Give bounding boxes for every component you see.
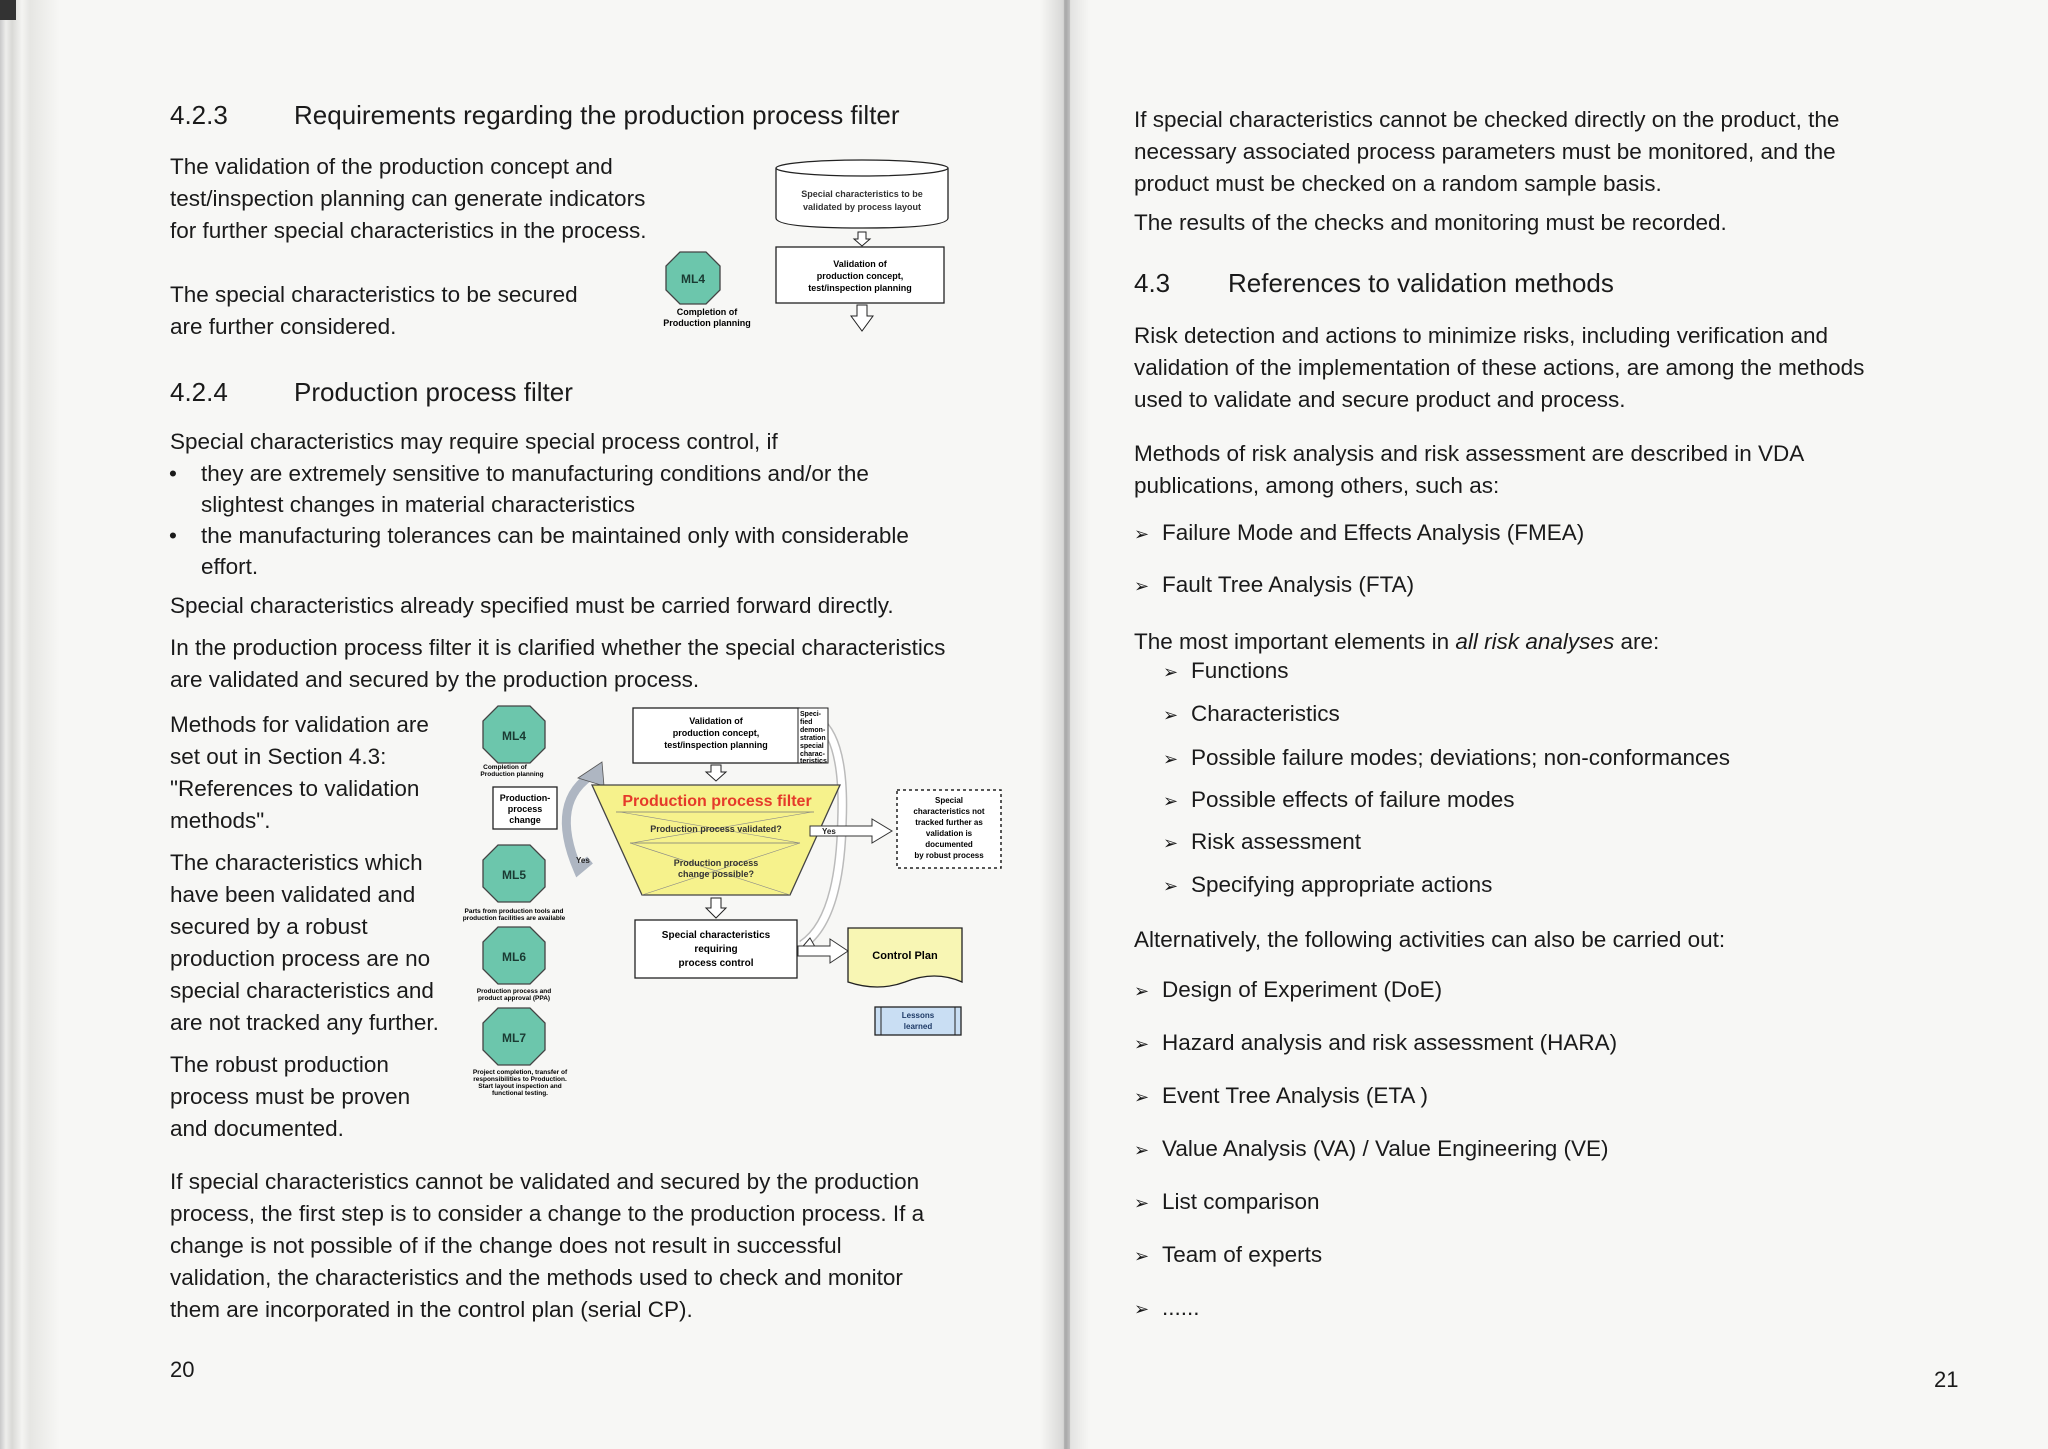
svg-text:requiring: requiring [694,944,738,955]
box-validation-concept [776,247,944,303]
svg-text:production concept,: production concept, [672,728,760,738]
arrow-down-icon [706,765,726,781]
svg-text:Lessons: Lessons [901,1011,935,1020]
svg-text:process: process [507,804,543,814]
paragraph-risk-detection: Risk detection and actions to minimize risks, including verification and validation of the implementation of these actions, are among the methods used to validate and secure product and process. [1134,323,1865,412]
paragraph-proven: The robust production process must be proven and documented. [170,1052,411,1141]
box-validation-concept [633,708,799,763]
heading-4-2-3 [170,100,900,131]
svg-text:teristics: teristics [800,758,827,765]
box-special-not-tracked [897,790,1001,868]
svg-text:Yes: Yes [822,827,836,836]
arrowhead-bullet-icon: ➢ [1163,662,1179,682]
svg-text:validation is: validation is [925,829,973,838]
list-item: ➢ Risk assessment [1163,829,1362,854]
arrowhead-bullet-icon: ➢ [1134,1193,1150,1213]
side-label-specified-characteristics [798,708,828,765]
arrowhead-bullet-icon: ➢ [1134,981,1150,1001]
milestone-ml4 [666,252,720,304]
lessons-learned-box [875,1007,961,1035]
list-item: ➢ Failure Mode and Effects Analysis (FMEA) [1134,520,1585,545]
svg-text:production concept,: production concept, [816,271,904,281]
ml4-caption: Completion of [483,764,527,771]
arrowhead-bullet-icon: ➢ [1163,749,1179,769]
arrowhead-bullet-icon: ➢ [1163,876,1179,896]
paragraph-methods: Methods for validation are set out in Section 4.3: "References to validation methods". [170,712,429,833]
svg-text:Special: Special [934,796,964,805]
paragraph-4-2-3-a: The validation of the production concept and test/inspection planning can generate indicators for further special characteristics in the process. [170,154,647,243]
svg-text:Production planning: Production planning [663,318,751,328]
ml5-caption: Parts from production tools and [464,908,564,915]
svg-text:product approval (PPA): product approval (PPA) [477,995,551,1002]
svg-text:tracked further as: tracked further as [915,818,983,827]
arrowhead-bullet-icon: ➢ [1163,791,1179,811]
paragraph-forward: Special characteristics already specified must be carried forward directly. [170,593,894,618]
list-item: ➢ Fault Tree Analysis (FTA) [1134,572,1415,597]
svg-text:characteristics not: characteristics not [913,807,985,816]
svg-text:ML6: ML6 [502,950,526,964]
svg-text:Control Plan: Control Plan [872,950,938,962]
svg-text:Validation of: Validation of [689,716,743,726]
svg-text:documented: documented [925,840,973,849]
svg-text:Special characteristics: Special characteristics [661,930,771,941]
production-process-filter-funnel [592,785,840,895]
bullet-dot-icon: • [169,523,177,548]
arrowhead-bullet-icon: ➢ [1134,1299,1150,1319]
arrowhead-bullet-icon: ➢ [1134,524,1150,544]
arrow-down-icon [854,232,870,246]
svg-text:stration: stration [800,735,826,742]
feedback-arrow-yes [566,762,604,870]
paragraph-filter: In the production process filter it is clarified whether the special characteristics are validated and secured by the production process. [170,635,946,692]
figure-production-process-filter [462,700,1010,1120]
arrowhead-bullet-icon: ➢ [1134,1246,1150,1266]
list-item: ➢ ...... [1134,1295,1200,1320]
list-item: ➢ Possible failure modes; deviations; non-conformances [1163,745,1731,770]
question-validated: Production process validated? [650,824,782,834]
svg-text:change possible?: change possible? [677,869,755,879]
svg-text:ML4: ML4 [681,272,705,286]
box-production-process-change [493,787,557,829]
arrowhead-bullet-icon: ➢ [1134,1087,1150,1107]
section-title: Production process filter [294,377,573,407]
arrowhead-bullet-icon: ➢ [1134,1140,1150,1160]
ml4-caption: Completion of [676,307,738,317]
milestone-ml7 [483,1008,545,1065]
svg-text:Start layout inspection and: Start layout inspection and [478,1083,562,1090]
svg-text:ML5: ML5 [502,868,526,882]
list-item: ➢ List comparison [1134,1189,1320,1214]
arrow-down-icon [851,305,873,331]
milestone-ml4 [483,706,545,763]
scan-corner-mark [0,0,16,20]
box-special-process-control [635,920,797,978]
svg-text:ML7: ML7 [502,1031,526,1045]
svg-text:Validation of: Validation of [833,259,887,269]
heading-4-2-4 [170,377,573,408]
paragraph-alternatives: Alternatively, the following activities can also be carried out: [1134,927,1726,952]
list-item: ➢ Event Tree Analysis (ETA ) [1134,1083,1428,1108]
arrowhead-bullet-icon: ➢ [1163,833,1179,853]
list-item: ➢ Functions [1163,658,1289,683]
page-number: 20 [170,1357,195,1382]
paragraph-4-2-3-b: The special characteristics to be secured are further considered. [170,282,578,339]
ml6-caption: Production process and [476,988,552,995]
right-page [1070,0,2048,1449]
list-item: ➢ Team of experts [1134,1242,1323,1267]
page-number: 21 [1934,1367,1959,1392]
section-number: 4.2.3 [170,100,228,130]
svg-text:functional testing.: functional testing. [492,1090,548,1097]
filter-title: Production process filter [622,793,812,810]
svg-text:Special characteristics to be: Special characteristics to be [801,189,923,199]
list-item: ➢ Characteristics [1163,701,1340,726]
page-edge [0,0,100,1449]
milestone-ml5 [483,845,545,902]
svg-text:Production-: Production- [499,793,551,803]
paragraph-conditions-intro: Special characteristics may require special process control, if [170,429,778,454]
bullet-item: • they are extremely sensitive to manufacturing conditions and/or the slightest changes in material characteristics [201,458,869,520]
section-number: 4.2.4 [170,377,228,407]
paragraph-checks: If special characteristics cannot be checked directly on the product, the necessary associated process parameters must be monitored, and the product must be checked on a random sample basis. [1134,107,1840,196]
svg-text:validated by process layout: validated by process layout [802,202,922,212]
svg-text:special: special [800,743,824,750]
bullet-dot-icon: • [169,461,177,486]
paragraph-final: If special characteristics cannot be validated and secured by the production process, the first step is to consider a change to the production process. If a change is not possible of if the change does not result in successful validation, the characteristics and the methods used to check and monitor them are incorporated in the control plan (serial CP). [170,1169,925,1322]
control-plan-document [848,928,962,987]
list-item: ➢ Possible effects of failure modes [1163,787,1515,812]
section-title: References to validation methods [1228,268,1614,298]
cylinder-special-characteristics [776,160,948,228]
svg-text:learned: learned [903,1022,933,1031]
bullet-item: • the manufacturing tolerances can be maintained only with considerable effort. [201,520,909,582]
list-item: ➢ Design of Experiment (DoE) [1134,977,1443,1002]
svg-text:Yes: Yes [576,856,590,865]
svg-text:fied: fied [800,719,813,726]
list-item: ➢ Specifying appropriate actions [1163,872,1493,897]
paragraph-robust: The characteristics which have been validated and secured by a robust production process are no special characteristics and are not tracked any further. [170,850,439,1035]
list-item: ➢ Hazard analysis and risk assessment (HARA) [1134,1030,1618,1055]
paragraph-results: The results of the checks and monitoring must be recorded. [1134,210,1727,235]
svg-text:responsibilities to Production: responsibilities to Production. [473,1076,567,1083]
svg-text:test/inspection planning: test/inspection planning [664,740,768,750]
svg-text:charac-: charac- [800,751,825,758]
svg-text:Speci-: Speci- [800,711,822,718]
milestone-ml6 [483,927,545,984]
svg-text:Production planning: Production planning [480,771,544,778]
arrowhead-bullet-icon: ➢ [1134,576,1150,596]
figure-validation-flow [660,155,960,345]
arrowhead-bullet-icon: ➢ [1134,1034,1150,1054]
section-title: Requirements regarding the production process filter [294,100,900,130]
svg-text:demon-: demon- [800,727,826,734]
ml7-caption: Project completion, transfer of [472,1069,568,1076]
svg-text:test/inspection planning: test/inspection planning [808,283,912,293]
arrow-down-icon [706,898,726,918]
list-item: ➢ Value Analysis (VA) / Value Engineering (VE) [1134,1136,1609,1161]
question-change-possible: Production process [673,858,759,868]
heading-4-3 [1134,268,1614,299]
svg-text:process control: process control [678,958,754,969]
arrowhead-bullet-icon: ➢ [1163,705,1179,725]
section-number: 4.3 [1134,268,1171,298]
svg-text:change: change [509,815,541,825]
svg-text:ML4: ML4 [502,729,526,743]
svg-text:by robust process: by robust process [914,851,984,860]
svg-text:production facilities are avai: production facilities are available [462,915,566,922]
paragraph-vda: Methods of risk analysis and risk assessment are described in VDA publications, among others, such as: [1134,441,1805,498]
paragraph-elements: The most important elements in all risk analyses are: [1134,629,1660,654]
